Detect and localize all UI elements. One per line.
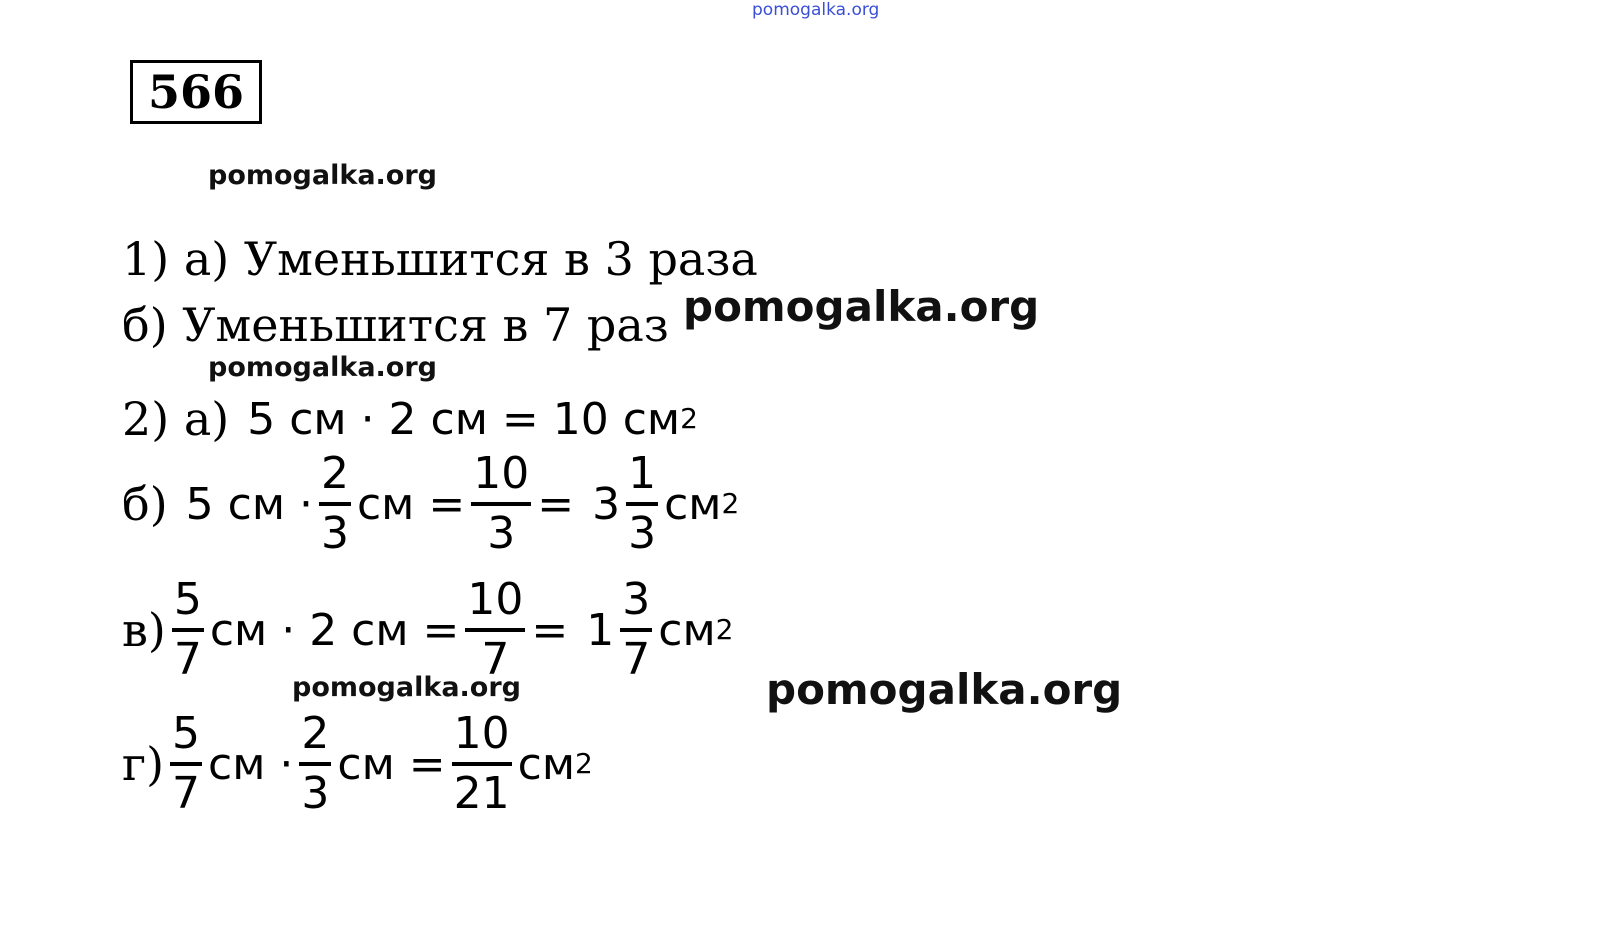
numerator: 1: [628, 448, 657, 499]
watermark: pomogalka.org: [292, 672, 521, 703]
denominator: 7: [173, 634, 202, 685]
denominator: 3: [301, 768, 330, 819]
watermark: pomogalka.org: [208, 352, 437, 383]
mixed-number: [586, 574, 658, 685]
equals: =: [531, 604, 569, 656]
answer-2c-label: в): [122, 603, 166, 657]
numerator: 5: [172, 708, 201, 759]
fraction: [620, 574, 652, 685]
fraction: [471, 448, 531, 559]
answer-2b-label: б): [122, 477, 168, 531]
whole-part: 1: [586, 604, 615, 656]
numerator: 10: [467, 574, 524, 625]
answer-2c: в) $\frac{5}{7}$ см · 2 см = $\frac{10}{7}$ = 1 $\frac{3}{7}$ см 2: [122, 574, 734, 685]
fraction: [299, 708, 331, 819]
fraction: [465, 574, 525, 685]
answer-2d-term: см ·: [208, 738, 294, 790]
denominator: 3: [628, 508, 657, 559]
denominator: 3: [320, 508, 349, 559]
unit: см: [658, 604, 716, 656]
unit: см: [664, 478, 722, 530]
numerator: 10: [473, 448, 530, 499]
mixed-number: [592, 448, 664, 559]
denominator: 3: [487, 508, 516, 559]
unit: см: [517, 738, 576, 790]
numerator: 10: [453, 708, 510, 759]
answer-2a-expression: 5 см · 2 см = 10 см: [247, 393, 681, 445]
answer-2b-term: см =: [356, 478, 466, 530]
numerator: 5: [173, 574, 202, 625]
denominator: 7: [172, 768, 201, 819]
watermark-large: pomogalka.org: [766, 665, 1123, 714]
denominator: 21: [453, 768, 510, 819]
problem-number-box: 566: [130, 60, 262, 124]
watermark-large: pomogalka.org: [683, 282, 1040, 331]
answer-2b: б) 5 см · $\frac{2}{3}$ см = $\frac{10}{3}$ = 3 $\frac{1}{3}$ см 2: [122, 448, 740, 559]
fraction: [452, 708, 512, 819]
fraction: [172, 574, 204, 685]
denominator: 7: [481, 634, 510, 685]
equals: =: [537, 478, 575, 530]
fraction: [319, 448, 351, 559]
fraction: [170, 708, 202, 819]
answer-2d-label: г): [122, 737, 165, 791]
whole-part: 3: [592, 478, 621, 530]
answer-2c-term: см · 2 см =: [209, 604, 460, 656]
fraction: [626, 448, 658, 559]
answer-2d: г) $\frac{5}{7}$ см · $\frac{2}{3}$ см = $\frac{10}{21}$ см 2: [122, 708, 593, 819]
numerator: 3: [622, 574, 651, 625]
answer-1b: б) Уменьшится в 7 раз: [122, 298, 669, 352]
answer-1a: 1) а) Уменьшится в 3 раза: [122, 232, 758, 286]
answer-2a-label: 2) а): [122, 392, 230, 446]
numerator: 2: [320, 448, 349, 499]
watermark: pomogalka.org: [208, 160, 437, 191]
watermark-top: pomogalka.org: [752, 0, 880, 20]
denominator: 7: [622, 634, 651, 685]
answer-2b-term: 5 см ·: [185, 478, 313, 530]
numerator: 2: [301, 708, 330, 759]
answer-2a: 2) а) 5 см · 2 см = 10 см 2: [122, 392, 698, 446]
answer-2d-term: см =: [337, 738, 446, 790]
